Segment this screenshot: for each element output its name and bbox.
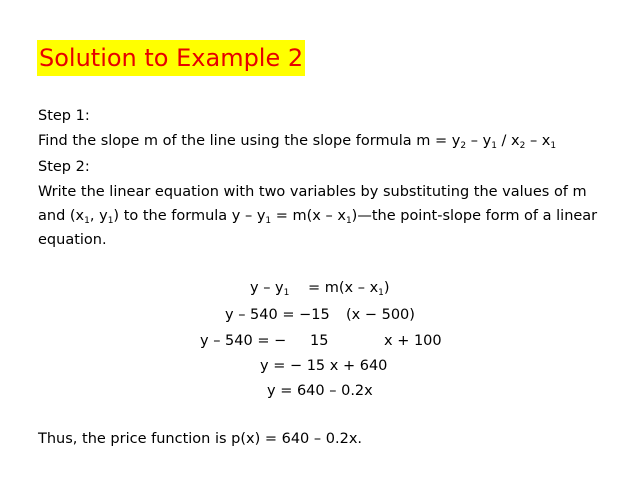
- step2-sub-a: 1: [84, 216, 90, 226]
- step1-text-c: / x: [496, 133, 520, 149]
- eq2-right: (x − 500): [346, 307, 415, 323]
- step1-text-a: Find the slope m of the line using the slope formula m = y: [38, 133, 461, 149]
- step1-sub-a: 2: [460, 141, 467, 151]
- step1-text-b: – y: [466, 133, 492, 149]
- slide-title: Solution to Example 2: [37, 40, 305, 76]
- step2-sub-b: 1: [107, 216, 114, 226]
- eq2-left: y – 540 = −15: [225, 307, 330, 323]
- step2-label: Step 2:: [38, 159, 90, 175]
- eq3-right: x + 100: [384, 333, 442, 349]
- eq1-close: ): [383, 280, 390, 296]
- step2-text-c: ) to the formula y – y: [113, 208, 266, 224]
- step2-text-d: = m(x – x: [271, 208, 346, 224]
- eq1-left-sub: 1: [283, 288, 290, 298]
- eq1-left-text: y – y: [250, 280, 284, 296]
- eq1-right-text: = m(x – x: [308, 280, 379, 296]
- eq1-right-sub: 1: [378, 288, 384, 298]
- step2-text-e: )—the point-slope form of a linear equation.: [38, 208, 598, 248]
- step1-label: Step 1:: [38, 108, 90, 124]
- eq5: y = 640 – 0.2x: [267, 383, 373, 399]
- step2-sub-c: 1: [265, 216, 272, 226]
- eq1-right: [308, 278, 390, 298]
- eq4: y = − 15 x + 640: [260, 358, 388, 374]
- step2-text-b: , y: [89, 208, 108, 224]
- eq3-left: y – 540 = −: [200, 333, 287, 349]
- step1-text-d: – x: [525, 133, 551, 149]
- eq3-mid: 15: [310, 333, 329, 349]
- conclusion: Thus, the price function is p(x) = 640 – 0.2x.: [38, 431, 363, 447]
- step1-sub-b: 1: [491, 141, 497, 151]
- step2-text: [38, 180, 598, 252]
- eq1-left: [250, 278, 289, 298]
- step2-text-a: Write the linear equation with two variables by substituting the values of m and (x: [38, 184, 587, 224]
- step1-sub-d: 1: [550, 141, 557, 151]
- step1-text: [38, 131, 556, 151]
- step2-sub-d: 1: [345, 216, 352, 226]
- step1-sub-c: 2: [519, 141, 526, 151]
